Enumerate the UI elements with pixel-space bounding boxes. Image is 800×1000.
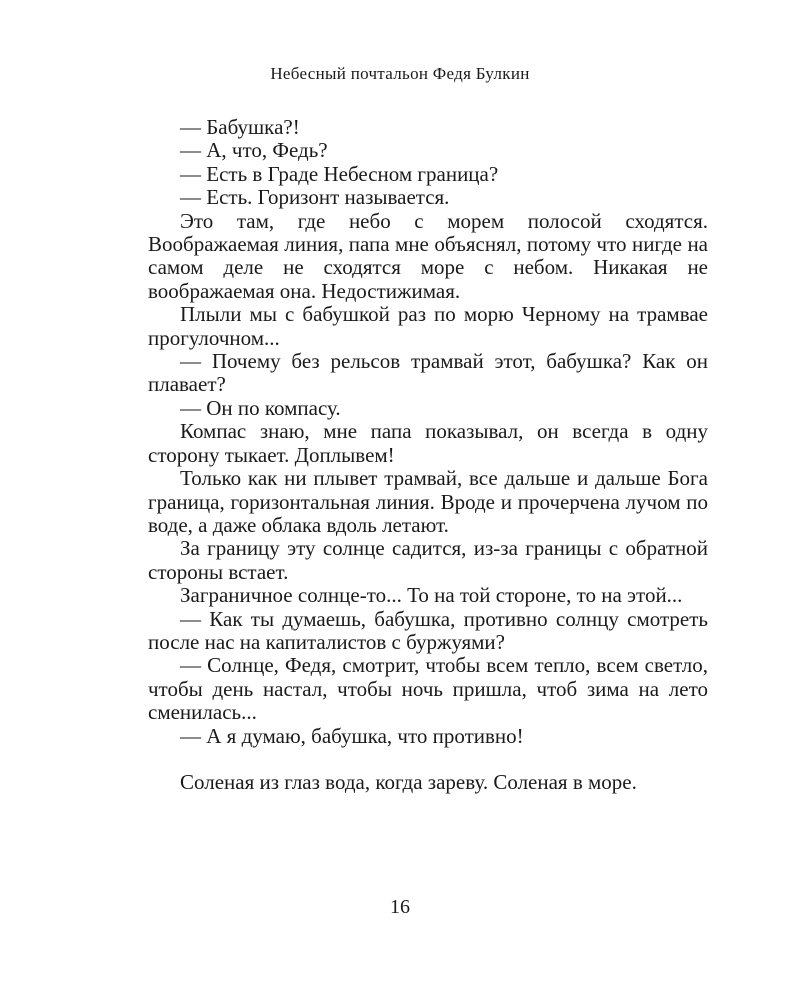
paragraph: Компас знаю, мне папа показывал, он всегда в одну сторону тыкает. Доплывем! bbox=[148, 419, 708, 467]
paragraph: — Как ты думаешь, бабушка, противно солнцу смотреть после нас на капиталистов с буржуями? bbox=[148, 606, 708, 654]
paragraph: — А я думаю, бабушка, что противно! bbox=[180, 723, 524, 748]
paragraph: — Есть в Граде Небесном граница? bbox=[180, 161, 499, 186]
paragraph: — Почему без рельсов трамвай этот, бабушка? Как он плавает? bbox=[148, 349, 708, 397]
paragraph: — Бабушка?! bbox=[180, 115, 300, 139]
paragraph: — Он по компасу. bbox=[180, 395, 341, 420]
paragraph: Это там, где небо с морем полосой сходятся. Воображаемая линия, папа мне объяснял, потому что нигде на самом деле не сходятся море с небом. Никакая не воображаемая она. Недостижимая. bbox=[148, 208, 708, 303]
section-gap bbox=[148, 748, 708, 771]
paragraph: — Солнце, Федя, смотрит, чтобы всем тепло, всем светло, чтобы день настал, чтобы ночь пришла, чтоб зима на лето сменилась... bbox=[148, 653, 708, 725]
page-number: 16 bbox=[390, 896, 410, 918]
body-text bbox=[148, 116, 708, 795]
paragraph: — Есть. Горизонт называется. bbox=[180, 185, 450, 210]
paragraph: Только как ни плывет трамвай, все дальше и дальше Бога граница, горизонтальная линия. Вроде и прочерчена лучом по воде, а даже облака вдоль летают. bbox=[148, 466, 708, 537]
running-head: Небесный почтальон Федя Булкин bbox=[270, 64, 530, 83]
paragraph: Плыли мы с бабушкой раз по морю Черному на трамвае прогулочном... bbox=[148, 302, 708, 350]
paragraph: Соленая из глаз вода, когда зареву. Соленая в море. bbox=[180, 770, 637, 795]
paragraph: — А, что, Федь? bbox=[180, 138, 328, 163]
paragraph: Заграничное солнце-то... То на той стороне, то на этой... bbox=[180, 583, 683, 608]
paragraph: За границу эту солнце садится, из-за границы с обратной стороны встает. bbox=[148, 536, 708, 584]
